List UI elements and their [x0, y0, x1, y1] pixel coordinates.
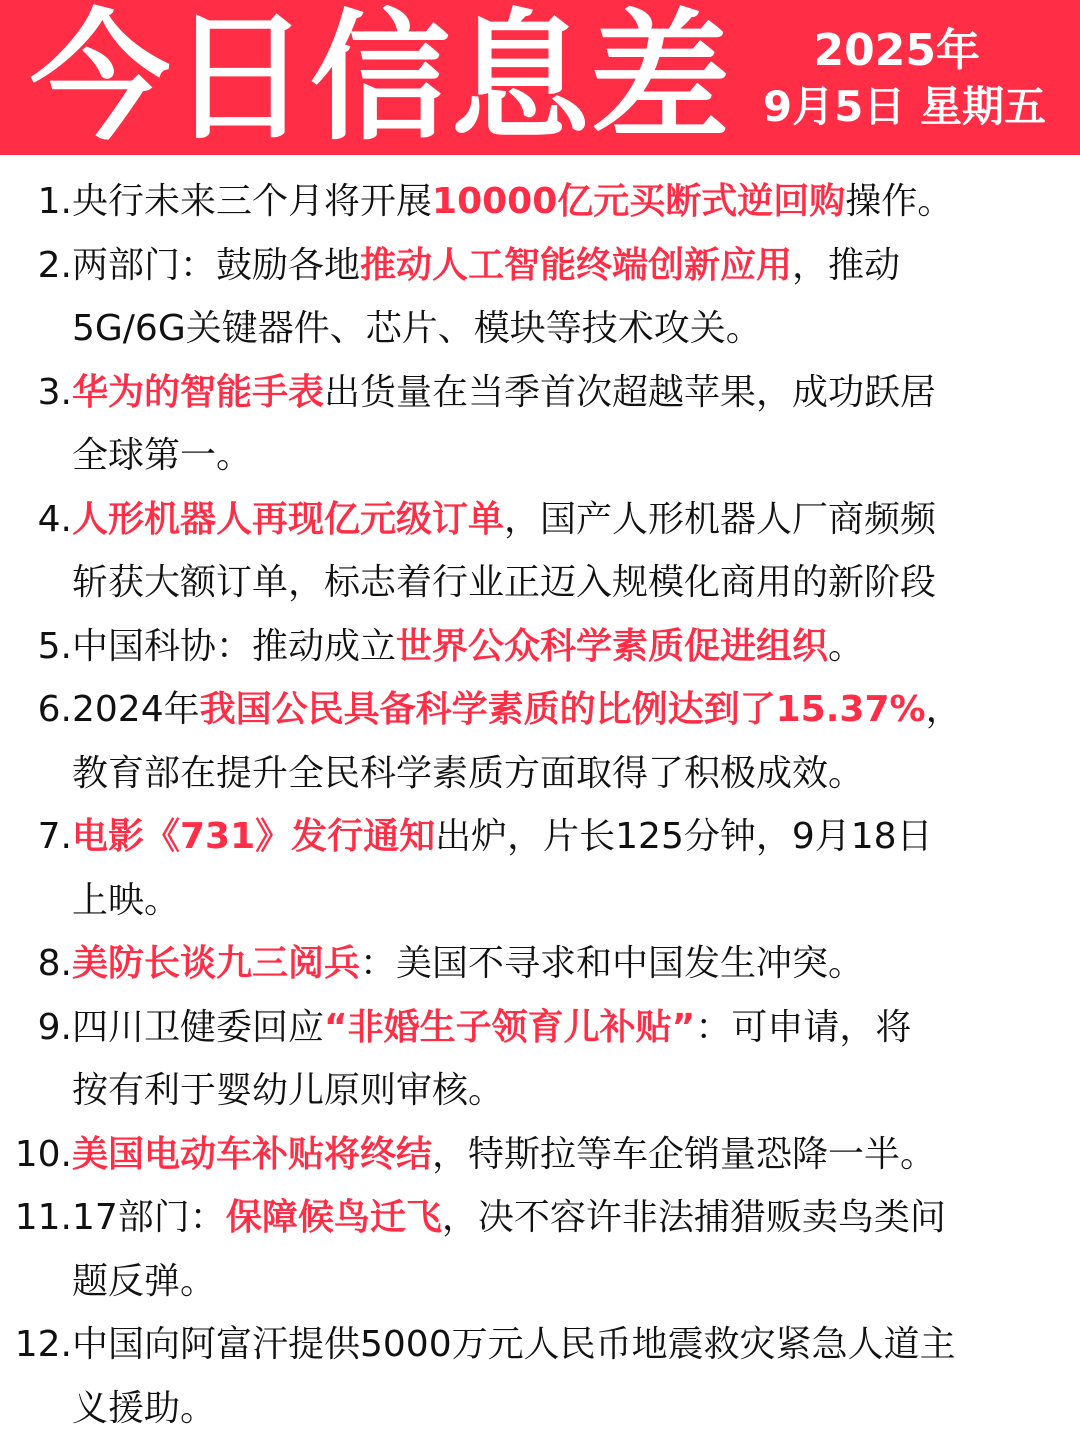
news-item-line	[72, 488, 1066, 552]
body-text: 中国向阿富汗提供5000万元人民币地震救灾紧急人道主	[72, 1324, 956, 1365]
news-item	[0, 678, 1080, 805]
news-item-line	[72, 361, 1066, 425]
highlight-text: 美国电动车补贴将终结	[72, 1133, 433, 1175]
news-item-line	[72, 1250, 1066, 1314]
news-item	[0, 488, 1080, 615]
news-item-number: 8.	[37, 943, 72, 984]
news-item-line	[72, 170, 1066, 234]
news-item-number: 12.	[14, 1324, 72, 1365]
news-item-line	[72, 297, 1066, 361]
news-item-line	[72, 234, 1066, 298]
news-item-number: 7.	[37, 816, 72, 857]
news-item	[0, 361, 1080, 488]
date-year: 2025年	[813, 25, 980, 76]
body-text: 17部门：	[72, 1197, 226, 1238]
body-text: 按有利于婴幼儿原则审核。	[72, 1070, 505, 1111]
news-item	[0, 1186, 1080, 1313]
date-day: 9月5日 星期五	[762, 82, 1046, 131]
body-text: ：可申请，将	[695, 1006, 912, 1048]
body-text: 出炉，片长125分钟，9月18日	[435, 816, 933, 857]
news-item-line	[72, 1059, 1066, 1123]
news-list	[0, 170, 1080, 1440]
news-item-number: 10.	[14, 1133, 72, 1175]
body-text: ，特斯拉等车企销量恐降一半。	[432, 1133, 937, 1175]
news-item	[0, 615, 1080, 679]
highlight-text: “非婚生子领育儿补贴”	[324, 1006, 696, 1048]
body-text: ，决不容许非法捕猎贩卖鸟类问	[441, 1197, 946, 1238]
news-item-number: 1.	[37, 181, 72, 222]
highlight-text: 美防长谈九三阅兵	[72, 943, 361, 984]
header-banner	[0, 0, 1080, 160]
news-item	[0, 170, 1080, 234]
highlight-text: 电影《731》发行通知	[72, 816, 436, 857]
news-item	[0, 805, 1080, 932]
body-text: 教育部在提升全民科学素质方面取得了积极成效。	[72, 752, 865, 794]
news-item	[0, 234, 1080, 361]
highlight-text: 10000亿元买断式逆回购	[432, 181, 846, 222]
highlight-text: 人形机器人再现亿元级订单	[72, 498, 505, 540]
body-text: 全球第一。	[72, 435, 253, 476]
body-text: 题反弹。	[72, 1260, 217, 1302]
page-title: 今日信息差	[30, 0, 731, 160]
body-text: 操作。	[845, 181, 954, 222]
news-item-line	[72, 551, 1066, 615]
news-item-line	[72, 678, 1066, 742]
news-item-line	[72, 1377, 1066, 1441]
news-item-line	[72, 805, 1066, 869]
news-item-line	[72, 869, 1066, 933]
body-text: ，	[925, 689, 962, 730]
news-item-line	[72, 615, 1066, 679]
body-text: 。	[828, 625, 865, 667]
body-text: 上映。	[72, 879, 181, 921]
body-text: 两部门：鼓励各地	[72, 244, 361, 286]
news-item-line	[72, 996, 1066, 1060]
news-item-line	[72, 1186, 1066, 1250]
highlight-text: 推动人工智能终端创新应用	[360, 244, 793, 286]
body-text: ：美国不寻求和中国发生冲突。	[360, 943, 865, 984]
highlight-text: 世界公众科学素质促进组织	[396, 625, 829, 667]
news-item-number: 11.	[14, 1197, 72, 1238]
news-item-number: 5.	[37, 625, 72, 667]
news-item-line	[72, 1123, 1066, 1187]
news-item	[0, 1123, 1080, 1187]
body-text: ，国产人形机器人厂商频频	[504, 498, 937, 540]
body-text: 出货量在当季首次超越苹果，成功跃居	[324, 371, 937, 413]
body-text: ，推动	[792, 244, 901, 286]
body-text: 中国科协：推动成立	[72, 625, 397, 667]
news-item-number: 4.	[37, 498, 72, 540]
news-item	[0, 996, 1080, 1123]
news-item	[0, 1313, 1080, 1440]
news-item-line	[72, 932, 1066, 996]
news-item-number: 6.	[37, 689, 72, 730]
news-item-line	[72, 742, 1066, 806]
news-item	[0, 932, 1080, 996]
highlight-text: 我国公民具备科学素质的比例达到了15.37%	[199, 689, 926, 730]
highlight-text: 保障候鸟迁飞	[225, 1197, 442, 1238]
body-text: 四川卫健委回应	[72, 1006, 325, 1048]
news-item-number: 9.	[37, 1006, 72, 1048]
body-text: 义援助。	[72, 1387, 217, 1429]
body-text: 斩获大额订单，标志着行业正迈入规模化商用的新阶段	[72, 562, 937, 603]
body-text: 2024年	[72, 689, 200, 730]
news-item-line	[72, 1313, 1066, 1377]
highlight-text: 华为的智能手表	[72, 371, 325, 413]
body-text: 央行未来三个月将开展	[72, 181, 433, 222]
news-item-number: 3.	[37, 371, 72, 413]
news-item-line	[72, 424, 1066, 488]
body-text: 5G/6G关键器件、芯片、模块等技术攻关。	[72, 308, 762, 349]
news-item-number: 2.	[37, 244, 72, 286]
date-block	[763, 24, 1046, 136]
